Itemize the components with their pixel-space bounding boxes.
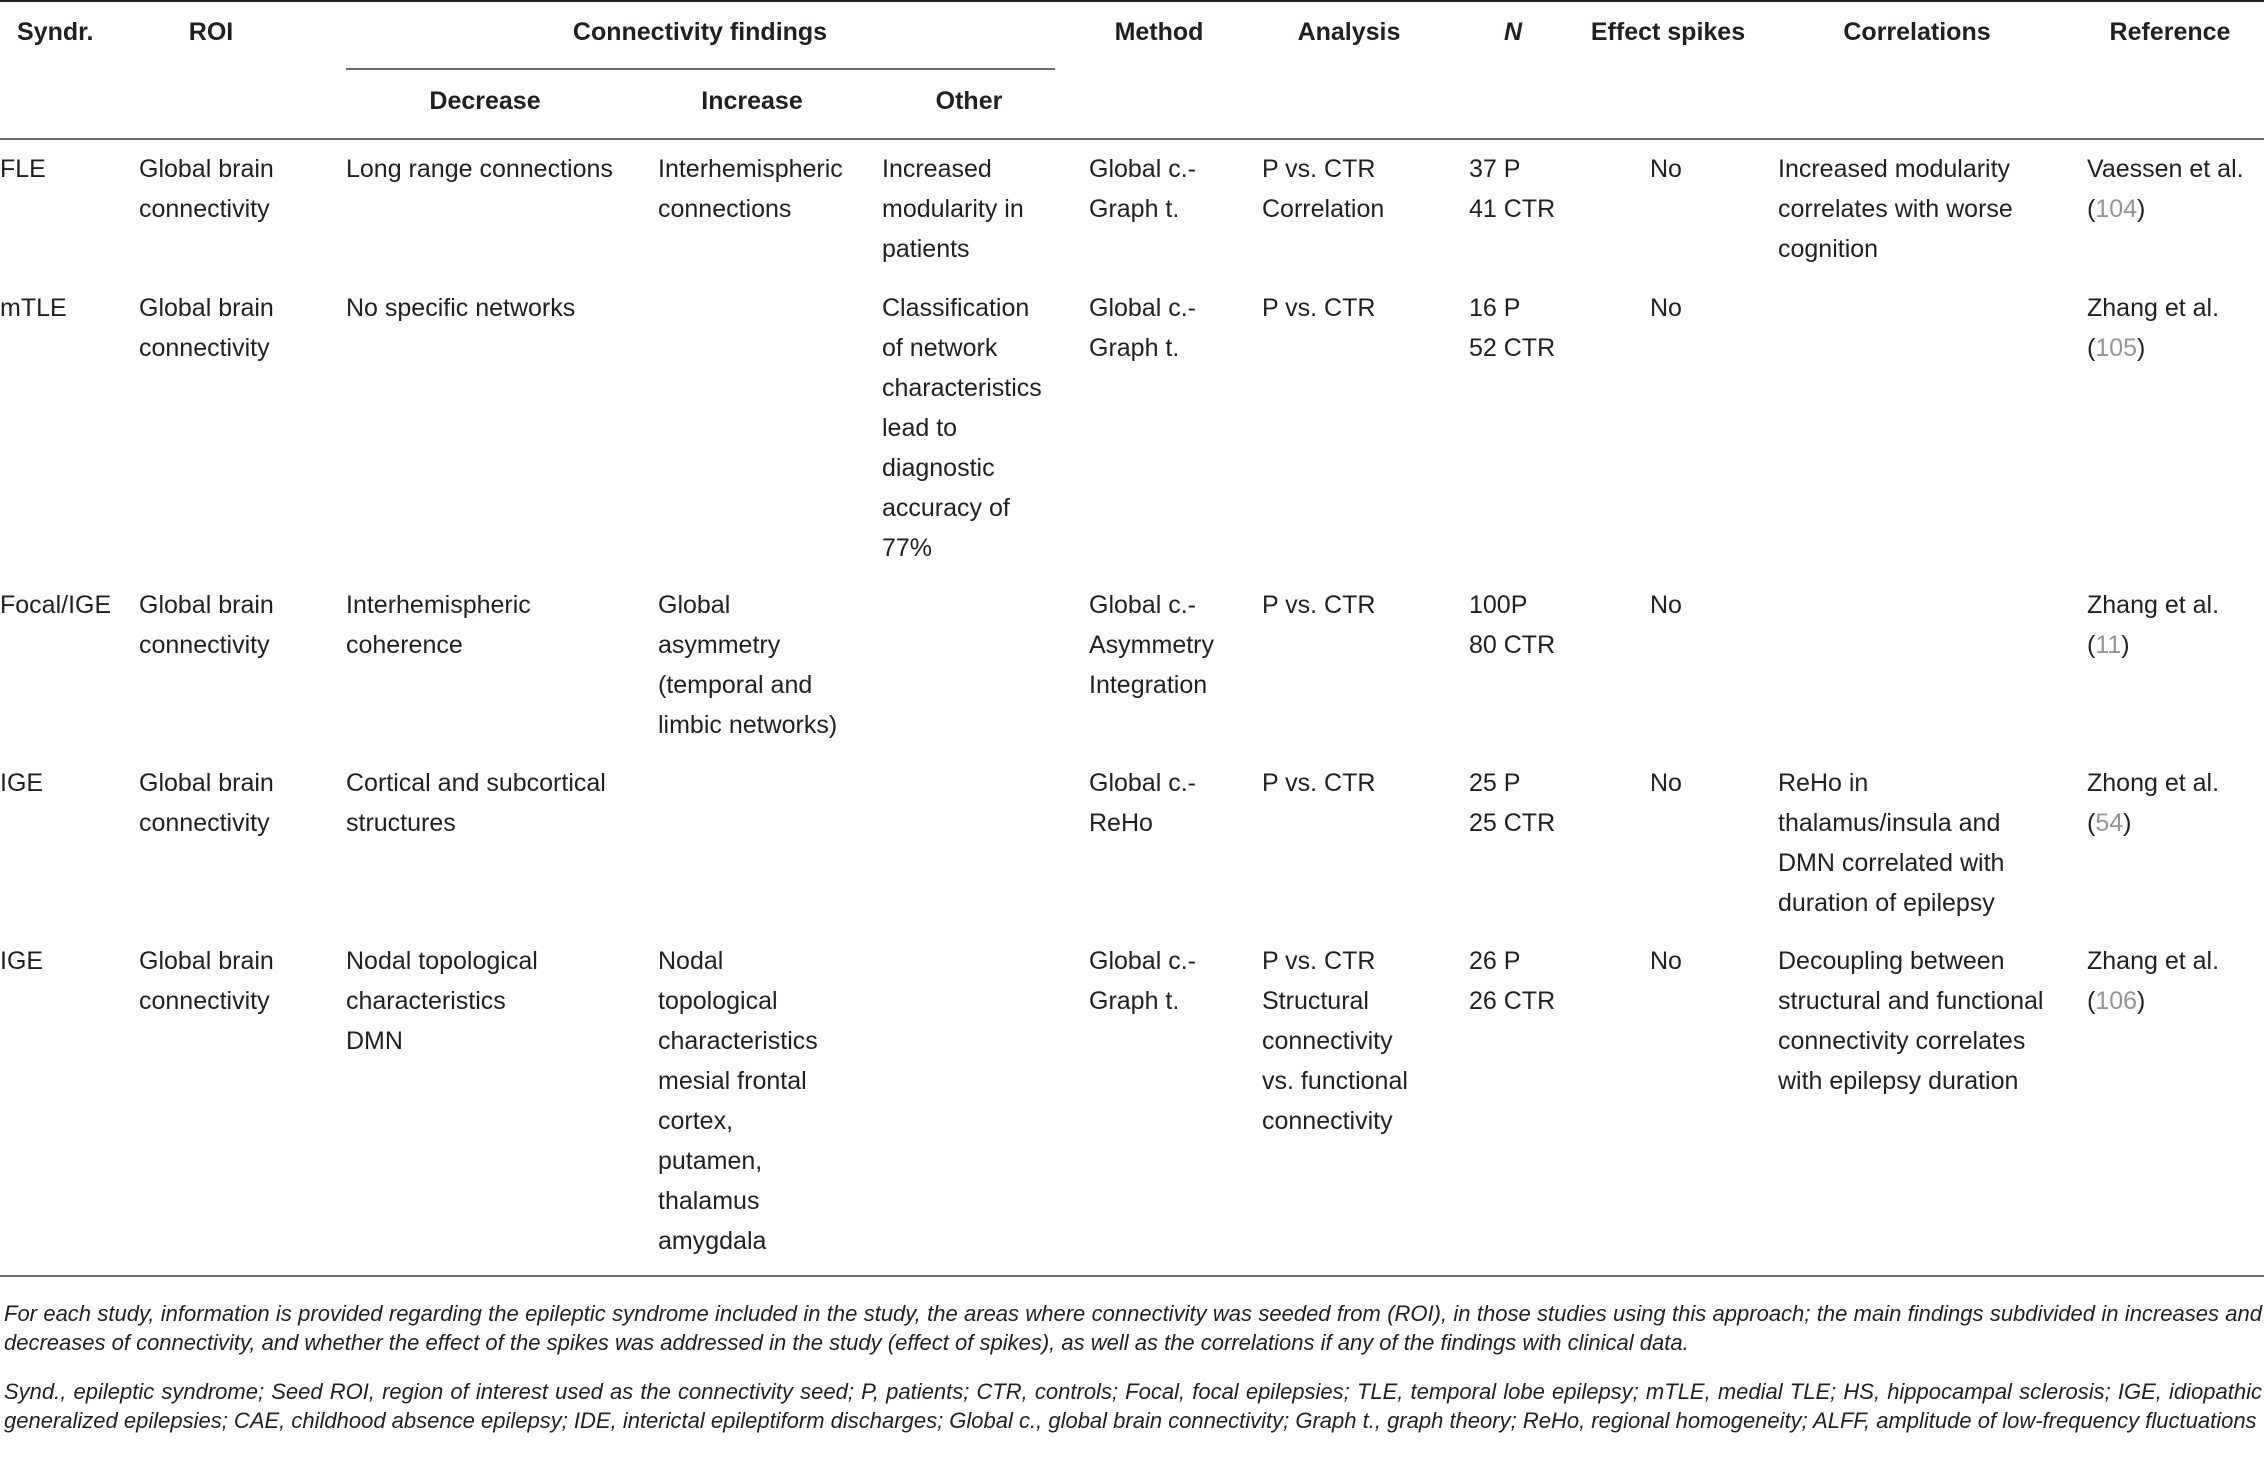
cell-method: Global c.- Graph t. xyxy=(1089,155,1196,223)
cell-syndrome: IGE xyxy=(0,947,44,975)
header-connectivity-subrule xyxy=(346,68,1055,70)
reference-author: Vaessen et al. xyxy=(2087,155,2244,183)
cell-increase: Global asymmetry (temporal and limbic networks) xyxy=(658,591,838,739)
cell-roi: Global brain connectivity xyxy=(139,155,274,223)
cell-analysis: P vs. CTR xyxy=(1262,591,1376,619)
cell-n: 25 P 25 CTR xyxy=(1469,769,1556,837)
cell-method: Global c.- Graph t. xyxy=(1089,294,1196,362)
cell-correlations: Decoupling between structural and functional connectivity correlates with epilepsy duration xyxy=(1778,947,2044,1095)
cell-increase: Interhemispheric connections xyxy=(658,155,843,223)
header-effect-spikes: Effect spikes xyxy=(1590,18,1746,46)
cell-analysis: P vs. CTR Correlation xyxy=(1262,155,1385,223)
cell-increase: Nodal topological characteristics mesial frontal cortex, putamen, thalamus amygdala xyxy=(658,947,818,1255)
cell-n: 26 P 26 CTR xyxy=(1469,947,1556,1015)
table-bottom-rule xyxy=(0,1275,2264,1277)
table-footnote-description: For each study, information is provided regarding the epileptic syndrome included in the study, the areas where connectivity was seeded from (ROI), in those studies using this approach; the main findings subdivided in increases and decreases of connectivity, and whether the effect of the spikes was addressed in the study (effect of spikes), as well as the correlations if any of the findings with clinical data. xyxy=(4,1301,2262,1355)
cell-syndrome: mTLE xyxy=(0,294,67,322)
header-decrease: Decrease xyxy=(429,87,541,115)
cell-analysis: P vs. CTR xyxy=(1262,294,1376,322)
cell-syndrome: IGE xyxy=(0,769,44,797)
cell-reference: Zhang et al. (106) xyxy=(2087,947,2220,1015)
cell-roi: Global brain connectivity xyxy=(139,294,274,362)
header-syndrome: Syndr. xyxy=(17,18,94,46)
cell-decrease: Long range connections xyxy=(346,155,613,183)
reference-link[interactable]: 54 xyxy=(2095,809,2124,837)
cell-n: 16 P 52 CTR xyxy=(1469,294,1556,362)
cell-method: Global c.- ReHo xyxy=(1089,769,1196,837)
reference-link[interactable]: 106 xyxy=(2095,987,2138,1015)
cell-roi: Global brain connectivity xyxy=(139,591,274,659)
cell-reference: Zhang et al. (105) xyxy=(2087,294,2220,362)
cell-effect-spikes: No xyxy=(1650,769,1682,797)
reference-link[interactable]: 104 xyxy=(2095,195,2138,223)
cell-reference: Vaessen et al. (104) xyxy=(2087,155,2244,223)
cell-effect-spikes: No xyxy=(1650,591,1682,619)
header-roi: ROI xyxy=(188,18,234,46)
cell-other: Classification of network characteristics lead to diagnostic accuracy of 77% xyxy=(882,294,1042,562)
cell-reference: Zhong et al. (54) xyxy=(2087,769,2220,837)
cell-effect-spikes: No xyxy=(1650,155,1682,183)
cell-reference: Zhang et al. (11) xyxy=(2087,591,2220,659)
reference-author: Zhang et al. xyxy=(2087,294,2220,322)
header-method: Method xyxy=(1114,18,1204,46)
cell-syndrome: Focal/IGE xyxy=(0,591,112,619)
header-increase: Increase xyxy=(701,87,803,115)
header-correlations: Correlations xyxy=(1843,18,1991,46)
cell-decrease: Cortical and subcortical structures xyxy=(346,769,606,837)
cell-correlations: Increased modularity correlates with worse cognition xyxy=(1778,155,2013,263)
reference-author: Zhang et al. xyxy=(2087,947,2220,975)
cell-correlations: ReHo in thalamus/insula and DMN correlated with duration of epilepsy xyxy=(1778,769,2005,917)
table-top-rule xyxy=(0,0,2264,2)
cell-other: Increased modularity in patients xyxy=(882,155,1024,263)
cell-decrease: Nodal topological characteristics DMN xyxy=(346,947,538,1055)
reference-link[interactable]: 105 xyxy=(2095,334,2138,362)
cell-effect-spikes: No xyxy=(1650,294,1682,322)
header-n: N xyxy=(1503,18,1523,46)
header-analysis: Analysis xyxy=(1297,18,1401,46)
cell-roi: Global brain connectivity xyxy=(139,769,274,837)
cell-roi: Global brain connectivity xyxy=(139,947,274,1015)
cell-method: Global c.- Graph t. xyxy=(1089,947,1196,1015)
cell-decrease: No specific networks xyxy=(346,294,576,322)
header-other: Other xyxy=(935,87,1003,115)
reference-author: Zhong et al. xyxy=(2087,769,2220,797)
cell-analysis: P vs. CTR xyxy=(1262,769,1376,797)
cell-effect-spikes: No xyxy=(1650,947,1682,975)
cell-analysis: P vs. CTR Structural connectivity vs. functional connectivity xyxy=(1262,947,1408,1135)
cell-n: 100P 80 CTR xyxy=(1469,591,1556,659)
cell-syndrome: FLE xyxy=(0,155,46,183)
cell-method: Global c.- Asymmetry Integration xyxy=(1089,591,1214,699)
cell-n: 37 P 41 CTR xyxy=(1469,155,1556,223)
table-header-rule xyxy=(0,138,2264,140)
header-reference: Reference xyxy=(2109,18,2231,46)
header-connectivity-findings: Connectivity findings xyxy=(572,18,828,46)
table-footnote-abbreviations: Synd., epileptic syndrome; Seed ROI, region of interest used as the connectivity seed; P, patients; CTR, controls; Focal, focal epilepsies; TLE, temporal lobe epilepsy; mTLE, medial TLE; HS, hippocampal sclerosis; IGE, idiopathic generalized epilepsies; CAE, childhood absence epilepsy; IDE, interictal epileptiform discharges; Global c., global brain connectivity; Graph t., graph theory; ReHo, regional homogeneity; ALFF, amplitude of low-frequency fluctuations xyxy=(4,1379,2262,1433)
reference-author: Zhang et al. xyxy=(2087,591,2220,619)
reference-link[interactable]: 11 xyxy=(2095,631,2122,659)
cell-decrease: Interhemispheric coherence xyxy=(346,591,531,659)
